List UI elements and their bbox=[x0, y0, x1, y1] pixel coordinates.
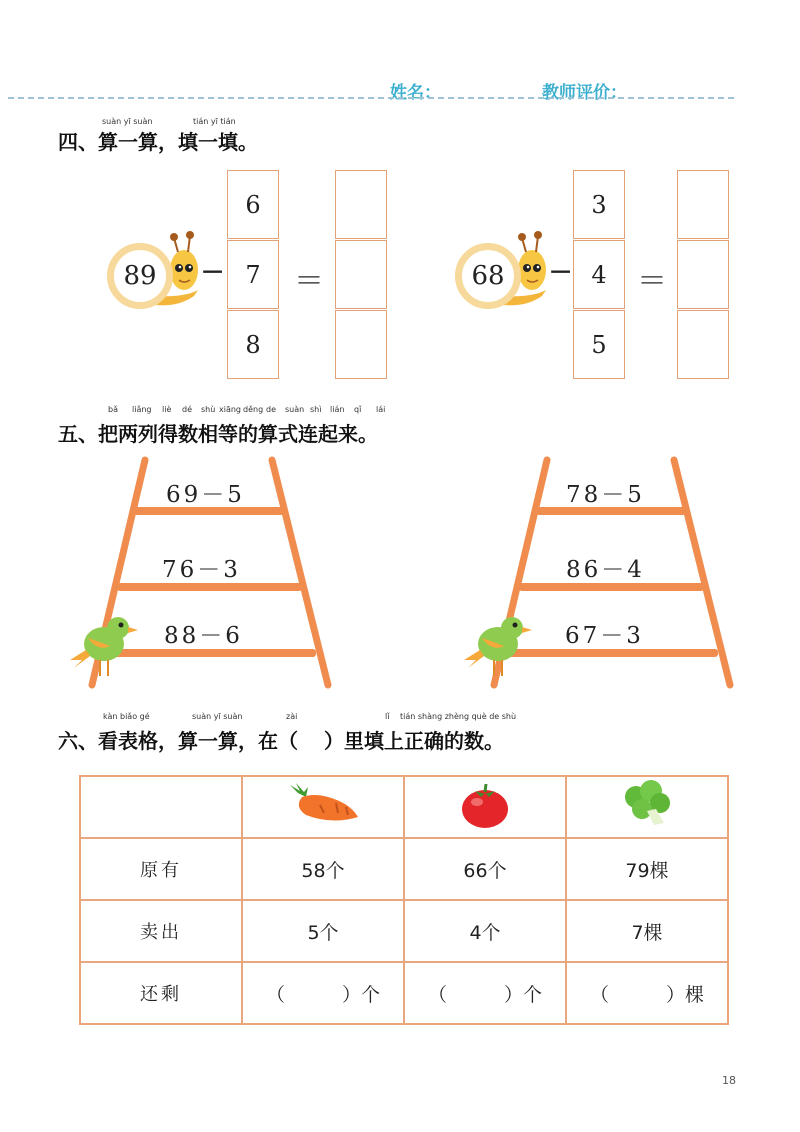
answer-box[interactable] bbox=[335, 170, 387, 239]
expression-right[interactable]: 86－4 bbox=[566, 557, 645, 583]
table-cell: 66个 bbox=[404, 838, 566, 900]
pinyin-annotation: lián bbox=[330, 405, 345, 414]
answer-box[interactable] bbox=[677, 170, 729, 239]
expression-left[interactable]: 76－3 bbox=[162, 557, 241, 583]
table-header-row bbox=[80, 776, 728, 838]
section5-title: 五、把两列得数相等的算式连起来。 bbox=[58, 422, 378, 446]
pinyin-annotation: lái bbox=[376, 405, 386, 414]
pinyin-annotation: kàn biǎo gé bbox=[103, 712, 150, 721]
answer-cell[interactable]: （ ）棵 bbox=[566, 962, 728, 1024]
pinyin-annotation: tián shàng zhèng què de shù bbox=[400, 712, 517, 721]
teacher-evaluation-label: 教师评价： bbox=[542, 83, 627, 103]
pinyin-annotation: suàn yī suàn bbox=[192, 712, 243, 721]
subtrahend-box: 7 bbox=[227, 240, 279, 309]
section6-title-start: 六、看表格，算一算，在（ bbox=[58, 729, 298, 753]
minus-sign: − bbox=[548, 254, 574, 289]
pinyin-annotation: děng bbox=[243, 405, 264, 414]
pinyin-annotation: lǐ bbox=[385, 712, 390, 721]
row-label: 还剩 bbox=[80, 962, 242, 1024]
subtrahend-box: 3 bbox=[573, 170, 625, 239]
equals-sign: ＝ bbox=[637, 264, 667, 299]
subtrahend-box: 5 bbox=[573, 310, 625, 379]
minuend-circle: 89 bbox=[107, 243, 173, 309]
table-row bbox=[80, 900, 728, 962]
answer-box[interactable] bbox=[677, 310, 729, 379]
equals-sign: ＝ bbox=[294, 264, 324, 299]
broccoli-cell bbox=[566, 776, 728, 838]
expression-left[interactable]: 69－5 bbox=[166, 482, 245, 508]
pinyin-annotation: suàn bbox=[285, 405, 305, 414]
minuend-circle: 68 bbox=[455, 243, 521, 309]
row-label: 原有 bbox=[80, 838, 242, 900]
pinyin-annotation: bǎ bbox=[108, 405, 118, 414]
answer-cell[interactable]: （ ）个 bbox=[242, 962, 404, 1024]
answer-box[interactable] bbox=[335, 240, 387, 309]
answer-box[interactable] bbox=[677, 240, 729, 309]
pinyin-annotation: shù bbox=[201, 405, 216, 414]
table-cell: 7棵 bbox=[566, 900, 728, 962]
inventory-table bbox=[79, 775, 729, 1025]
section4-title: 四、算一算，填一填。 bbox=[58, 130, 258, 154]
table-cell: 4个 bbox=[404, 900, 566, 962]
dashed-divider bbox=[8, 97, 734, 99]
answer-cell[interactable]: （ ）个 bbox=[404, 962, 566, 1024]
subtrahend-box: 8 bbox=[227, 310, 279, 379]
carrot-icon bbox=[284, 783, 362, 827]
minus-sign: − bbox=[200, 254, 226, 289]
row-label: 卖出 bbox=[80, 900, 242, 962]
pinyin-annotation: liè bbox=[162, 405, 172, 414]
corner-cell bbox=[80, 776, 242, 838]
pinyin-annotation: xiāng bbox=[219, 405, 242, 414]
pinyin-annotation: dé bbox=[182, 405, 192, 414]
bird-icon bbox=[66, 612, 142, 682]
table-cell: 5个 bbox=[242, 900, 404, 962]
broccoli-icon bbox=[620, 779, 674, 831]
subtrahend-box: 6 bbox=[227, 170, 279, 239]
expression-right[interactable]: 67－3 bbox=[565, 623, 644, 649]
name-label: 姓名： bbox=[390, 83, 441, 103]
section6-title bbox=[58, 725, 504, 754]
tomato-cell bbox=[404, 776, 566, 838]
pinyin-annotation: shì bbox=[310, 405, 322, 414]
subtrahend-box: 4 bbox=[573, 240, 625, 309]
page-number: 18 bbox=[722, 1074, 736, 1087]
table-cell: 79棵 bbox=[566, 838, 728, 900]
expression-left[interactable]: 88－6 bbox=[164, 623, 243, 649]
section6-title-end: ）里填上正确的数。 bbox=[324, 729, 504, 753]
pinyin-annotation: tián yī tián bbox=[193, 117, 236, 126]
pinyin-annotation: liǎng bbox=[132, 405, 152, 414]
pinyin-annotation: qǐ bbox=[354, 405, 362, 414]
bird-icon bbox=[460, 612, 536, 682]
pinyin-annotation: de bbox=[266, 405, 276, 414]
expression-right[interactable]: 78－5 bbox=[566, 482, 645, 508]
pinyin-annotation: suàn yī suàn bbox=[102, 117, 153, 126]
table-row bbox=[80, 962, 728, 1024]
table-cell: 58个 bbox=[242, 838, 404, 900]
answer-box[interactable] bbox=[335, 310, 387, 379]
table-row bbox=[80, 838, 728, 900]
tomato-icon bbox=[458, 780, 512, 830]
pinyin-annotation: zài bbox=[286, 712, 298, 721]
carrot-cell bbox=[242, 776, 404, 838]
